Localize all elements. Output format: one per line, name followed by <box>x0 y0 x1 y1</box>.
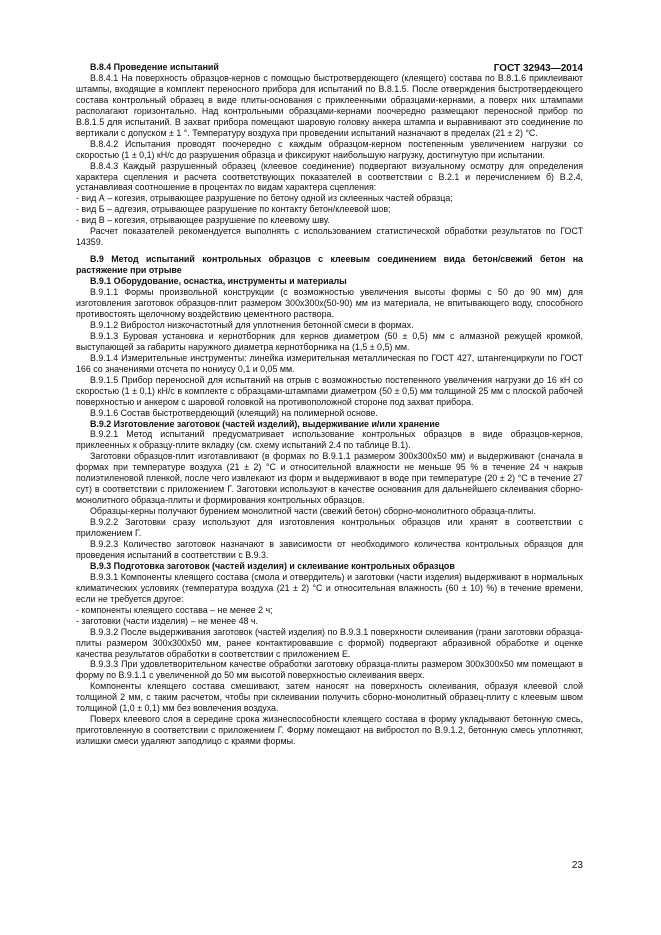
paragraph: В.9.1.5 Прибор переносной для испытаний на отрыв с возможностью постепенного увеличения нагрузки до 16 кН со скоростью (1 ± 0,1) кН/с в комплекте с образцами-штампами диаметром (50 ± 0,5) мм толщиной 25 мм с плоской рабочей поверхностью и анкером с шаровой головкой на противоположной стороне под захват прибора. <box>76 374 583 407</box>
page-content <box>76 62 583 747</box>
paragraph: В.9.2.3 Количество заготовок назначают в зависимости от необходимого количества контрольных образцов для проведения испытаний в соответствии с В.9.3. <box>76 538 583 560</box>
paragraph: В.9.1.1 Формы произвольной конструкции (с возможностью увеличения высоты формы с 50 до 90 мм) для изготовления заготовок образцов-плит размером 300х300х(50-90) мм из материала, не впитывающего воду, способного противостоять щелочному воздействию цементного раствора. <box>76 287 583 319</box>
list-item: - вид А – когезия, отрывающее разрушение по бетону одной из склеенных частей образца; <box>76 193 453 204</box>
list-item: - заготовки (части изделия) – не менее 48 ч. <box>76 615 258 626</box>
list-item: - вид В – когезия, отрывающее разрушение по клеевому шву. <box>76 215 330 226</box>
paragraph: В.8.4.2 Испытания проводят поочередно с каждым образцом-керном постепенным увеличением нагрузки со скоростью (1 ± 0,1) кН/с до разрушения образца и фиксируют наибольшую нагрузку, достигнутую при испытании. <box>76 138 583 160</box>
paragraph: В.8.4.3 Каждый разрушенный образец (клеевое соединение) подвергают визуальному осмотру для определения характера сцепления и расчета соответствующих показателей в соответствии с В.2.1 и перечислением б) В.2.4, устанавливая соотношение в процентах по видам характера сцепления: <box>76 160 583 193</box>
paragraph: В.9.2.2 Заготовки сразу используют для изготовления контрольных образцов или хранят в соответствии с приложением Г. <box>76 517 583 539</box>
paragraph: В.8.4.1 На поверхность образцов-кернов с помощью быстротвердеющего (клеящего) состава по В.8.1.6 приклеивают штампы, входящие в комплект переносного прибора для испытаний по В.8.1.5. После отверждения быстротвердеющего состава контрольный образец в виде плиты-основания с приклеенными образцами-кернами, а поверх них штампами располагают горизонтально. Над контрольными образцами-кернами поочередно размещают переносной прибор по В.8.1.5 для испытаний. В захват прибора помещают шаровую головку анкера штампа и выравнивают это соединение по вертикали с допуском ± 1 °. Температуру воздуха при проведении испытаний назначают в пределах (21 ± 2) °С. <box>76 72 583 138</box>
paragraph: В.9.2.1 Метод испытаний предусматривает использование контрольных образцов в виде образцов-кернов, приклеенных к образцу-плите вкладку (см. схему испытаний 2.4 по таблице В.1). <box>76 429 583 451</box>
section-heading: В.8.4 Проведение испытаний <box>90 62 219 72</box>
section-heading: В.9.1 Оборудование, оснастка, инструменты и материалы <box>90 276 347 287</box>
page-number: 23 <box>571 860 583 872</box>
section-heading: В.9.3 Подготовка заготовок (частей изделия) и склеивание контрольных образцов <box>90 560 455 571</box>
paragraph: В.9.1.4 Измерительные инструменты: линейка измерительная металлическая по ГОСТ 427, штангенциркули по ГОСТ 166 со значениями отсчета по нониусу 0,1 и 0,05 мм. <box>76 352 583 374</box>
paragraph: Образцы-керны получают бурением монолитной части (свежий бетон) сборно-монолитного образца-плиты. <box>90 506 536 517</box>
standard-header: ГОСТ 32943—2014 <box>493 63 583 74</box>
paragraph: В.9.3.3 При удовлетворительном качестве обработки заготовку образца-плиты размером 300х300х50 мм помещают в форму по В.9.1.1 с увеличенной до 50 мм высотой поверхностью склеивания вверх. <box>76 659 583 681</box>
list-item: - компоненты клеящего состава – не менее 2 ч; <box>76 604 273 615</box>
paragraph: Заготовки образцов-плит изготавливают (в формах по В.9.1.1 размером 300х300х50 мм) и выдерживают (сначала в формах при температуре воздуха (21 ± 2) °С и относительной влажности не меньше 95 % в течение 24 ч накрыв полиэтиленовой пленкой, после чего извлекают из форм и выдерживают в воде при температуре (20 ± 2) °С в течение 27 сут) в соответствии с приложением Г. Заготовки используют в качестве основания для дальнейшего склеивания сборно-монолитного образца-плиты и формирования контрольных образцов. <box>76 451 583 506</box>
paragraph: Поверх клеевого слоя в середине срока жизнеспособности клеящего состава в форму укладывают бетонную смесь, приготовленную в соответствии с приложением Г. Форму помещают на вибростол по В.9.1.2, бетонную смесь уплотняют, излишки смеси удаляют заподлицо с краями формы. <box>76 714 583 747</box>
paragraph: В.9.1.2 Вибростол низкочастотный для уплотнения бетонной смеси в формах. <box>90 319 414 330</box>
section-heading: В.9.2 Изготовление заготовок (частей изделий), выдерживание и/или хранение <box>90 418 440 429</box>
paragraph: Компоненты клеящего состава смешивают, затем наносят на поверхность склеивания, образуя клеевой слой толщиной 2 мм, с таким расчетом, чтобы при склеивании получить сборно-монолитный образец-плиту с клеевым швом толщиной (1,0 ± 0,1) мм без вовлечения воздуха. <box>76 681 583 714</box>
paragraph: В.9.3.2 После выдерживания заготовок (частей изделия) по В.9.3.1 поверхности склеивания (грани заготовки образца-плиты размером 300х300х50 мм, ранее контактировавшие с формой) подвергают абразивной обработке и оценке качества результатов обработки в соответствии с приложением Е. <box>76 626 583 659</box>
paragraph: В.9.1.3 Буровая установка и кернотборник для кернов диаметром (50 ± 0,5) мм с алмазной режущей кромкой, выступающей за габариты наружного диаметра кернотборника на (1,5 ± 0,5) мм. <box>76 330 583 352</box>
paragraph: В.9.3.1 Компоненты клеящего состава (смола и отвердитель) и заготовки (части изделия) выдерживают в нормальных климатических условиях (температура воздуха (21 ± 2) °С и относительная влажность (60 ± 10) %) в течение времени, если не требуется другое: <box>76 571 583 604</box>
paragraph: Расчет показателей рекомендуется выполнять с использованием статистической обработки результатов по ГОСТ 14359. <box>76 226 583 248</box>
list-item: - вид Б – адгезия, отрывающее разрушение по контакту бетон/клеевой шов; <box>76 204 391 215</box>
section-heading: В.9 Метод испытаний контрольных образцов с клеевым соединением вида бетон/свежий бетон на растяжение при отрыве <box>76 254 583 276</box>
paragraph: В.9.1.6 Состав быстротвердеющий (клеящий) на полимерной основе. <box>90 407 378 418</box>
